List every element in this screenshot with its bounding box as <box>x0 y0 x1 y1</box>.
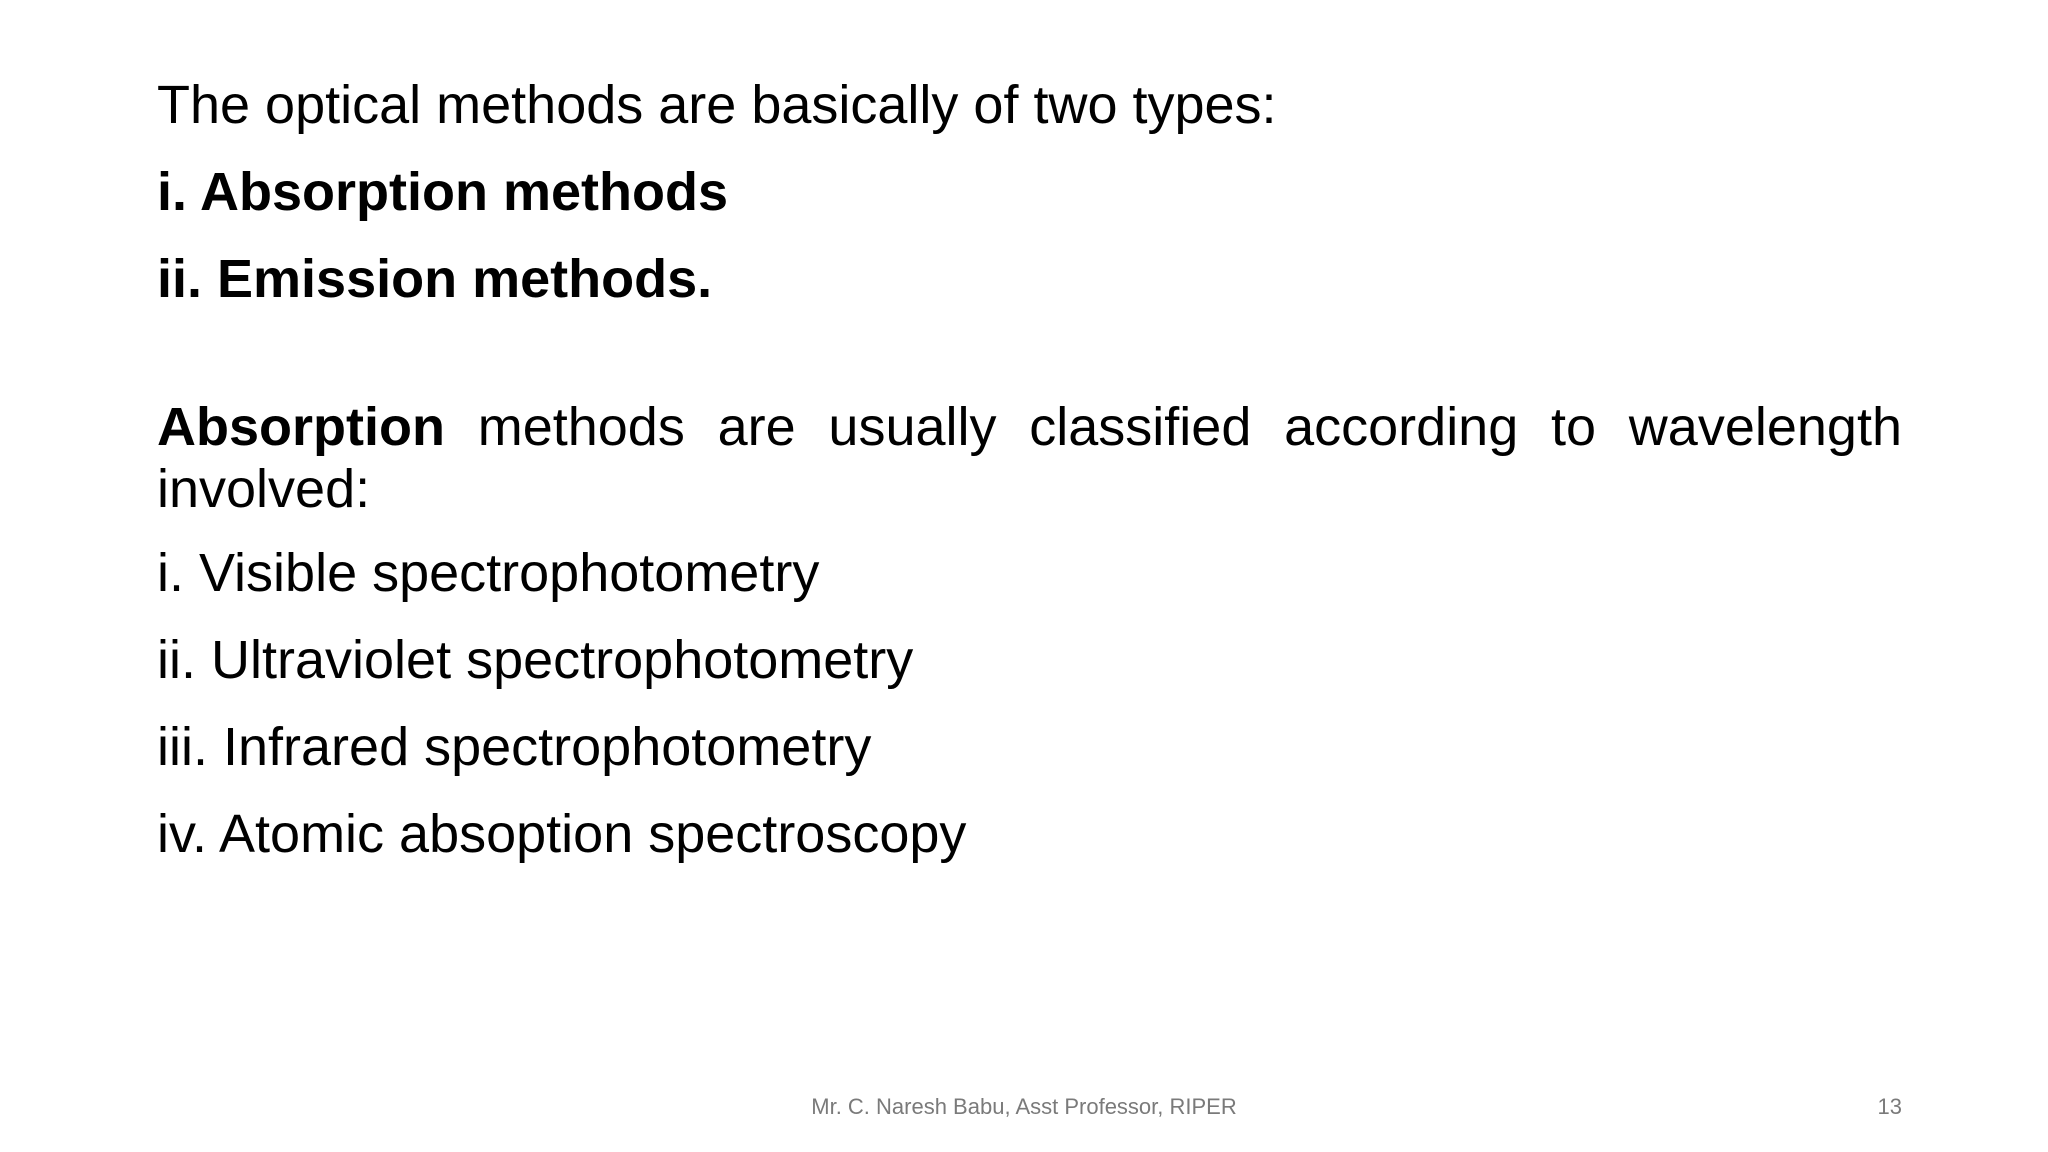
page-number: 13 <box>1877 1094 1902 1119</box>
method-item-visible: i. Visible spectrophotometry <box>157 543 820 603</box>
slide-body <box>157 74 1902 890</box>
method-item-atomic: iv. Atomic absoption spectroscopy <box>157 804 967 864</box>
method-item-ultraviolet: ii. Ultraviolet spectrophotometry <box>157 630 914 690</box>
type-item-emission: ii. Emission methods. <box>157 249 713 309</box>
type-item-absorption: i. Absorption methods <box>157 162 728 222</box>
absorption-paragraph <box>157 396 1902 520</box>
footer-author: Mr. C. Naresh Babu, Asst Professor, RIPER <box>811 1094 1237 1119</box>
spacer <box>157 335 1902 396</box>
paragraph-lead: Absorption <box>157 397 445 457</box>
intro-text: The optical methods are basically of two types: <box>157 75 1277 135</box>
paragraph-rest: methods are usually classified according to wavelength involved: <box>157 397 1902 519</box>
method-item-infrared: iii. Infrared spectrophotometry <box>157 717 872 777</box>
